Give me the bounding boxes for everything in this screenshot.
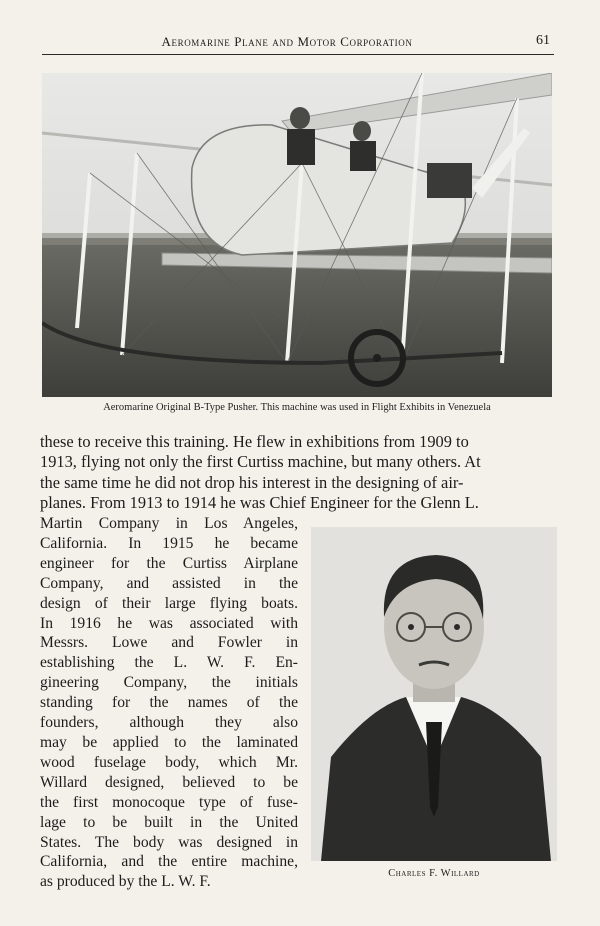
text-line: gineering Company, the initials <box>40 674 298 692</box>
text-line: wood fuselage body, which Mr. <box>40 753 298 771</box>
text-line: may be applied to the laminated <box>40 733 298 751</box>
text-line: planes. From 1913 to 1914 he was Chief Engineer for the Glenn L. <box>40 492 479 512</box>
text-line: California. In 1915 he became <box>40 534 298 552</box>
biplane-photo <box>42 73 552 397</box>
text-line: the same time he did not drop his interest in the designing of air- <box>40 472 464 492</box>
text-line: 1913, flying not only the first Curtiss machine, but many others. At <box>40 452 481 472</box>
portrait-photo <box>311 527 557 861</box>
text-line: establishing the L. W. F. En- <box>40 654 298 672</box>
text-line: States. The body was designed in <box>40 833 298 851</box>
text-line: founders, although they also <box>40 714 298 732</box>
text-line: as produced by the L. W. F. <box>40 873 211 891</box>
portrait-caption: Charles F. Willard <box>388 868 480 879</box>
running-header <box>42 30 554 55</box>
page-number: 61 <box>536 33 550 48</box>
portrait-illustration <box>311 527 557 861</box>
running-title: Aeromarine Plane and Motor Corporation <box>161 34 413 49</box>
text-line: engineer for the Curtiss Airplane <box>40 554 298 572</box>
text-line: design of their large flying boats. <box>40 594 298 612</box>
text-line: In 1916 he was associated with <box>40 614 298 632</box>
text-line: Messrs. Lowe and Fowler in <box>40 634 298 652</box>
text-line: Company, and assisted in the <box>40 574 298 592</box>
text-line: these to receive this training. He flew in exhibitions from 1909 to <box>40 432 469 451</box>
body-paragraph-full-width <box>40 432 556 513</box>
biplane-illustration <box>42 73 552 397</box>
text-line: Martin Company in Los Angeles, <box>40 515 298 532</box>
text-line: the first monocoque type of fuse- <box>40 793 298 811</box>
text-line: California, and the entire machine, <box>40 853 298 871</box>
text-line: standing for the names of the <box>40 694 298 712</box>
text-line: lage to be built in the United <box>40 813 298 831</box>
body-paragraph-narrow-column <box>40 514 298 892</box>
biplane-caption: Aeromarine Original B-Type Pusher. This machine was used in Flight Exhibits in Venezuela <box>103 402 491 413</box>
text-line: Willard designed, believed to be <box>40 773 298 791</box>
